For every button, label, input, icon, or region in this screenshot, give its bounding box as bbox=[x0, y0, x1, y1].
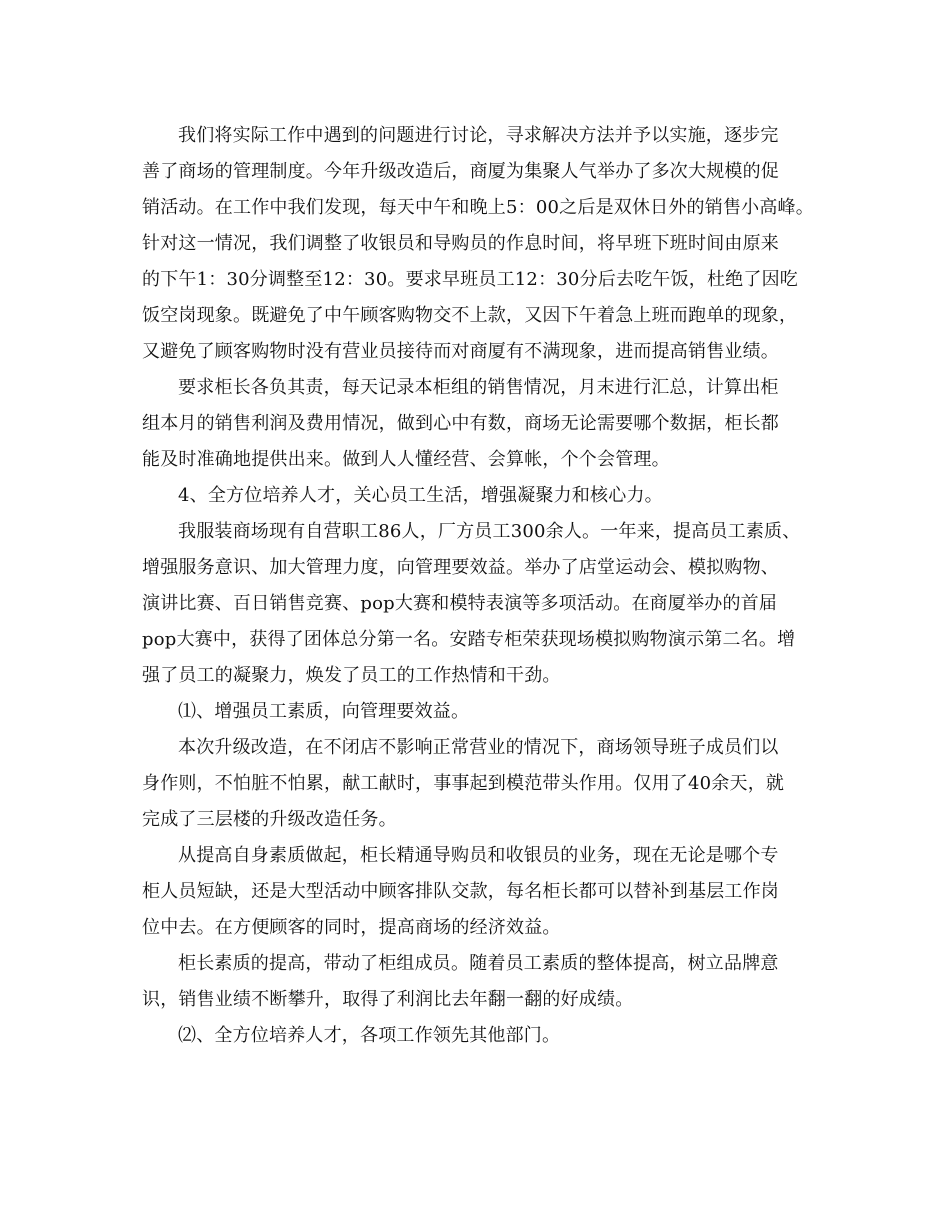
text-line: 善了商场的管理制度。今年升级改造后，商厦为集聚人气举办了多次大规模的促 bbox=[142, 161, 779, 182]
text-line: 销活动。在工作中我们发现，每天中午和晚上5：00之后是双休日外的销售小高峰。 bbox=[142, 197, 814, 218]
text-line: 能及时准确地提供出来。做到人人懂经营、会算帐，个个会管理。 bbox=[142, 449, 670, 470]
document-body bbox=[142, 118, 822, 1054]
text-line: 要求柜长各负其责，每天记录本柜组的销售情况，月末进行汇总，计算出柜 bbox=[178, 377, 779, 398]
text-line: 饭空岗现象。既避免了中午顾客购物交不上款，又因下午着急上班而跑单的现象， bbox=[142, 305, 798, 326]
text-line: 针对这一情况，我们调整了收银员和导购员的作息时间，将早班下班时间由原来 bbox=[142, 233, 779, 254]
text-line: 身作则，不怕脏不怕累，献工献时，事事起到模范带头作用。仅用了40余天，就 bbox=[142, 773, 785, 794]
text-line: 从提高自身素质做起，柜长精通导购员和收银员的业务，现在无论是哪个专 bbox=[178, 845, 779, 866]
text-line: 组本月的销售利润及费用情况，做到心中有数，商场无论需要哪个数据，柜长都 bbox=[142, 413, 779, 434]
text-line: 柜人员短缺，还是大型活动中顾客排队交款，每名柜长都可以替补到基层工作岗 bbox=[142, 881, 779, 902]
section-heading: 4、全方位培养人才，关心员工生活，增强凝聚力和核心力。 bbox=[178, 485, 663, 506]
text-line: 演讲比赛、百日销售竞赛、pop大赛和模特表演等多项活动。在商厦举办的首届 bbox=[142, 593, 778, 614]
text-line: 又避免了顾客购物时没有营业员接待而对商厦有不满现象，进而提高销售业绩。 bbox=[142, 341, 779, 362]
text-line: 增强服务意识、加大管理力度，向管理要效益。举办了店堂运动会、模拟购物、 bbox=[142, 557, 779, 578]
text-line: 强了员工的凝聚力，焕发了员工的工作热情和干劲。 bbox=[142, 665, 561, 686]
text-line: 识，销售业绩不断攀升，取得了利润比去年翻一翻的好成绩。 bbox=[142, 989, 634, 1010]
text-line: 的下午1：30分调整至12：30。要求早班员工12：30分后去吃午饭，杜绝了因吃 bbox=[142, 269, 798, 290]
text-line: 我们将实际工作中遇到的问题进行讨论，寻求解决方法并予以实施，逐步完 bbox=[178, 125, 779, 146]
text-line: pop大赛中，获得了团体总分第一名。安踏专柜荣获现场模拟购物演示第二名。增 bbox=[142, 629, 796, 650]
subsection-heading: ⑴、增强员工素质，向管理要效益。 bbox=[178, 701, 470, 722]
text-line: 柜长素质的提高，带动了柜组成员。随着员工素质的整体提高，树立品牌意 bbox=[178, 953, 779, 974]
subsection-heading: ⑵、全方位培养人才，各项工作领先其他部门。 bbox=[178, 1025, 561, 1046]
text-line: 位中去。在方便顾客的同时，提高商场的经济效益。 bbox=[142, 917, 561, 938]
text-line: 本次升级改造，在不闭店不影响正常营业的情况下，商场领导班子成员们以 bbox=[178, 737, 779, 758]
text-line: 我服装商场现有自营职工86人，厂方员工300余人。一年来，提高员工素质、 bbox=[178, 521, 801, 542]
text-line: 完成了三层楼的升级改造任务。 bbox=[142, 809, 397, 830]
